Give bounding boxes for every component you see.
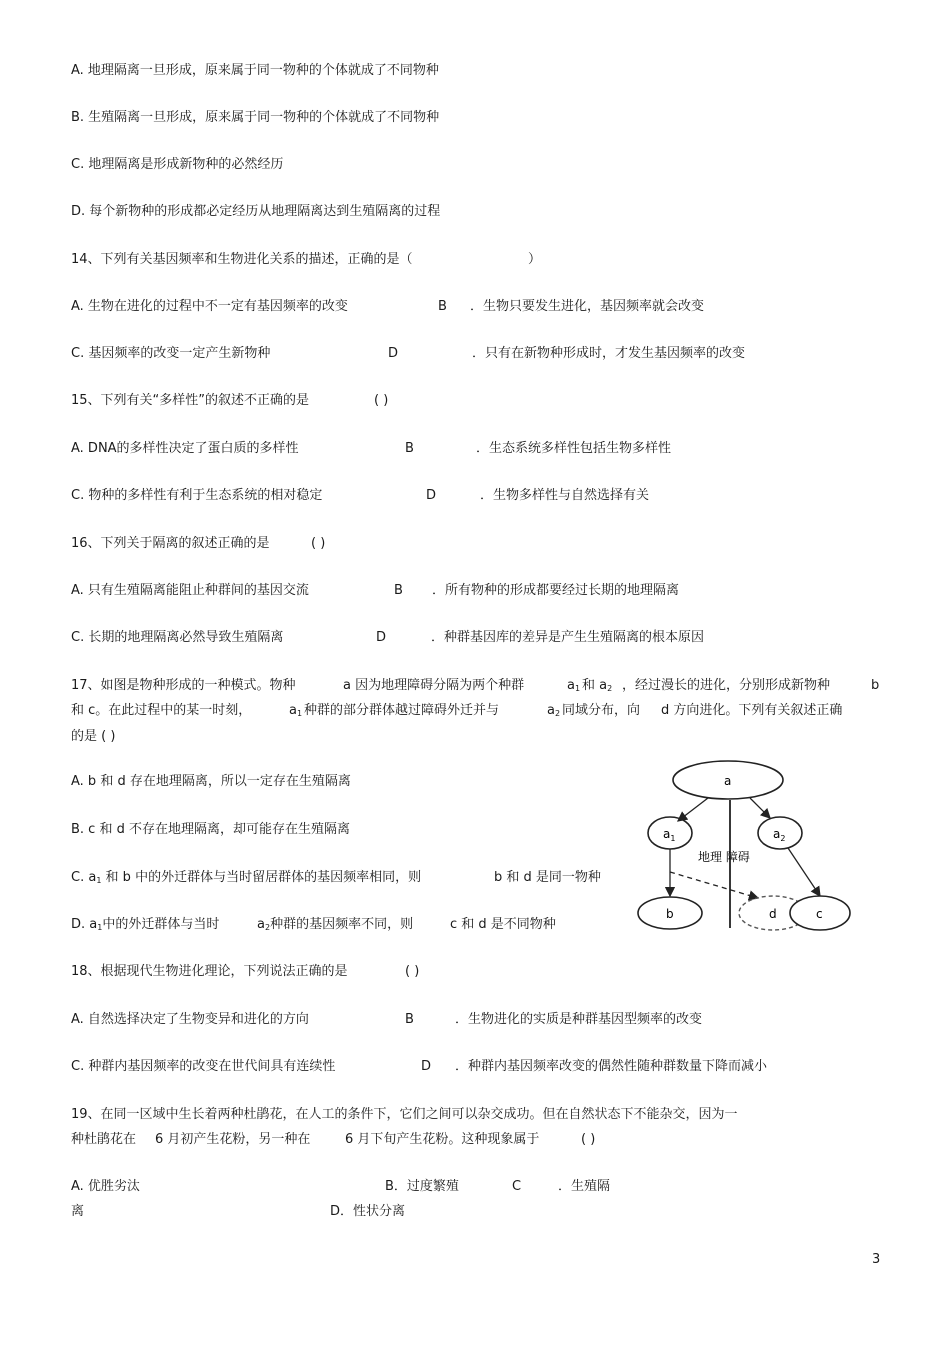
q17-option-b: B. c 和 d 不存在地理隔离，却可能存在生殖隔离: [71, 822, 350, 837]
q16-option-c: C. 长期的地理隔离必然导致生殖隔离: [71, 630, 284, 645]
q14-option-b-letter: B: [438, 299, 447, 314]
q17-option-a: A. b 和 d 存在地理隔离，所以一定存在生殖隔离: [71, 774, 351, 789]
q16-option-d-letter: D: [376, 630, 387, 645]
q13-option-d: D. 每个新物种的形成都必定经历从地理隔离达到生殖隔离的过程: [71, 204, 441, 219]
q17-stem-line2-f: d 方向进化。下列有关叙述正确: [661, 703, 843, 718]
q18-option-d: ．种群内基因频率改变的偶然性随种群数量下降而减小: [455, 1059, 768, 1074]
q16-stem: 16、下列关于隔离的叙述正确的是: [71, 536, 270, 551]
q15-option-b-letter: B: [405, 441, 414, 456]
q19-stem-line2-c: 6 月下旬产生花粉。这种现象属于: [345, 1132, 540, 1147]
q18-stem: 18、根据现代生物进化理论，下列说法正确的是: [71, 964, 348, 979]
node-a-label: a: [724, 774, 732, 788]
q17-stem-line1-a2: 和 $a_2$: [582, 678, 613, 693]
q17-option-c: C. $a_1$ 和 b 中的外迁群体与当时留居群体的基因频率相同，则: [71, 870, 422, 885]
arrow-a-a1: [678, 798, 708, 821]
q18-option-b-letter: B: [405, 1012, 414, 1027]
q17-stem-line2-a: 和 c。在此过程中的某一时刻，: [71, 703, 252, 718]
q14-option-c: C. 基因频率的改变一定产生新物种: [71, 346, 271, 361]
q18-option-b: ．生物进化的实质是种群基因型频率的改变: [455, 1012, 703, 1027]
q13-option-b: B. 生殖隔离一旦形成，原来属于同一物种的个体就成了不同物种: [71, 110, 440, 125]
q16-option-d: ．种群基因库的差异是产生生殖隔离的根本原因: [431, 630, 705, 645]
node-a2-label: $a_2$: [773, 827, 786, 843]
q17-stem-line2-a2: $a_2$: [547, 703, 561, 718]
node-a1-label: $a_1$: [663, 827, 676, 843]
q18-option-c: C. 种群内基因频率的改变在世代间具有连续性: [71, 1059, 336, 1074]
q16-paren: ( ): [311, 536, 326, 551]
q14-paren-close: ）: [528, 252, 542, 267]
q19-option-c: ．生殖隔: [558, 1179, 611, 1194]
q17-stem-line2-c: 种群的部分群体越过障碍外迁并与: [304, 703, 500, 718]
q16-option-b-letter: B: [394, 583, 403, 598]
arrow-a1-d-dashed: [670, 872, 758, 898]
q18-option-d-letter: D: [421, 1059, 432, 1074]
q13-option-c: C. 地理隔离是形成新物种的必然经历: [71, 157, 284, 172]
q17-option-c-tail: b 和 d 是同一物种: [494, 870, 601, 885]
q19-option-c-continued: 离: [71, 1204, 85, 1219]
barrier-label: 地理 障碍: [698, 850, 750, 864]
q15-stem: 15、下列有关“多样性”的叙述不正确的是: [71, 393, 310, 408]
node-d-label: d: [769, 907, 777, 921]
q13-option-a: A. 地理隔离一旦形成，原来属于同一物种的个体就成了不同物种: [71, 63, 439, 78]
q18-paren: ( ): [405, 964, 420, 979]
q18-option-a: A. 自然选择决定了生物变异和进化的方向: [71, 1012, 309, 1027]
q15-option-c: C. 物种的多样性有利于生态系统的相对稳定: [71, 488, 323, 503]
q14-option-a: A. 生物在进化的过程中不一定有基因频率的改变: [71, 299, 348, 314]
q17-stem-line2-e: 同域分布，向: [562, 703, 641, 718]
arrow-a-a2: [750, 798, 770, 818]
q17-option-d-tail: c 和 d 是不同物种: [450, 917, 556, 932]
q19-option-a: A. 优胜劣汰: [71, 1179, 140, 1194]
q17-stem-line1-f: b: [871, 678, 880, 693]
q15-option-b: ．生态系统多样性包括生物多样性: [476, 441, 672, 456]
q19-stem-line2-b: 6 月初产生花粉，另一种在: [155, 1132, 311, 1147]
q19-stem-line1: 19、在同一区域中生长着两种杜鹃花，在人工的条件下，它们之间可以杂交成功。但在自然状态下不能杂交，因为一: [71, 1107, 738, 1122]
q15-option-a: A. DNA的多样性决定了蛋白质的多样性: [71, 441, 299, 456]
speciation-diagram: [630, 758, 860, 938]
q17-stem-line1-a: 17、如图是物种形成的一种模式。物种: [71, 678, 296, 693]
q17-stem-line3: 的是 ( ): [71, 729, 116, 744]
q17-stem-line1-a1: $a_1$: [567, 678, 581, 693]
q17-option-d-a2: $a_2$种群的基因频率不同，则: [257, 917, 414, 932]
q15-option-d: ．生物多样性与自然选择有关: [480, 488, 650, 503]
q17-option-d: D. $a_1$中的外迁群体与当时: [71, 917, 220, 932]
q19-stem-line2-a: 种杜鹃花在: [71, 1132, 137, 1147]
q14-option-b: ．生物只要发生进化，基因频率就会改变: [470, 299, 705, 314]
q14-option-d-letter: D: [388, 346, 399, 361]
q19-option-d: D．性状分离: [330, 1204, 406, 1219]
q15-option-d-letter: D: [426, 488, 437, 503]
node-b-label: b: [666, 907, 674, 921]
node-c-label: c: [816, 907, 823, 921]
page-number: 3: [872, 1252, 881, 1267]
q14-option-d: ．只有在新物种形成时，才发生基因频率的改变: [472, 346, 746, 361]
q17-stem-line1-b: a 因为地理障碍分隔为两个种群: [343, 678, 525, 693]
q19-option-c-letter: C: [512, 1179, 522, 1194]
arrow-a2-c: [788, 848, 820, 896]
q16-option-b: ．所有物种的形成都要经过长期的地理隔离: [432, 583, 680, 598]
q17-stem-line2-a1: $a_1$: [289, 703, 303, 718]
q16-option-a: A. 只有生殖隔离能阻止种群间的基因交流: [71, 583, 309, 598]
q19-option-b: B．过度繁殖: [385, 1179, 459, 1194]
q17-stem-line1-e: ，经过漫长的进化，分别形成新物种: [622, 678, 831, 693]
q14-stem: 14、下列有关基因频率和生物进化关系的描述，正确的是（: [71, 252, 413, 267]
q19-paren: ( ): [581, 1132, 596, 1147]
q15-paren: ( ): [374, 393, 389, 408]
